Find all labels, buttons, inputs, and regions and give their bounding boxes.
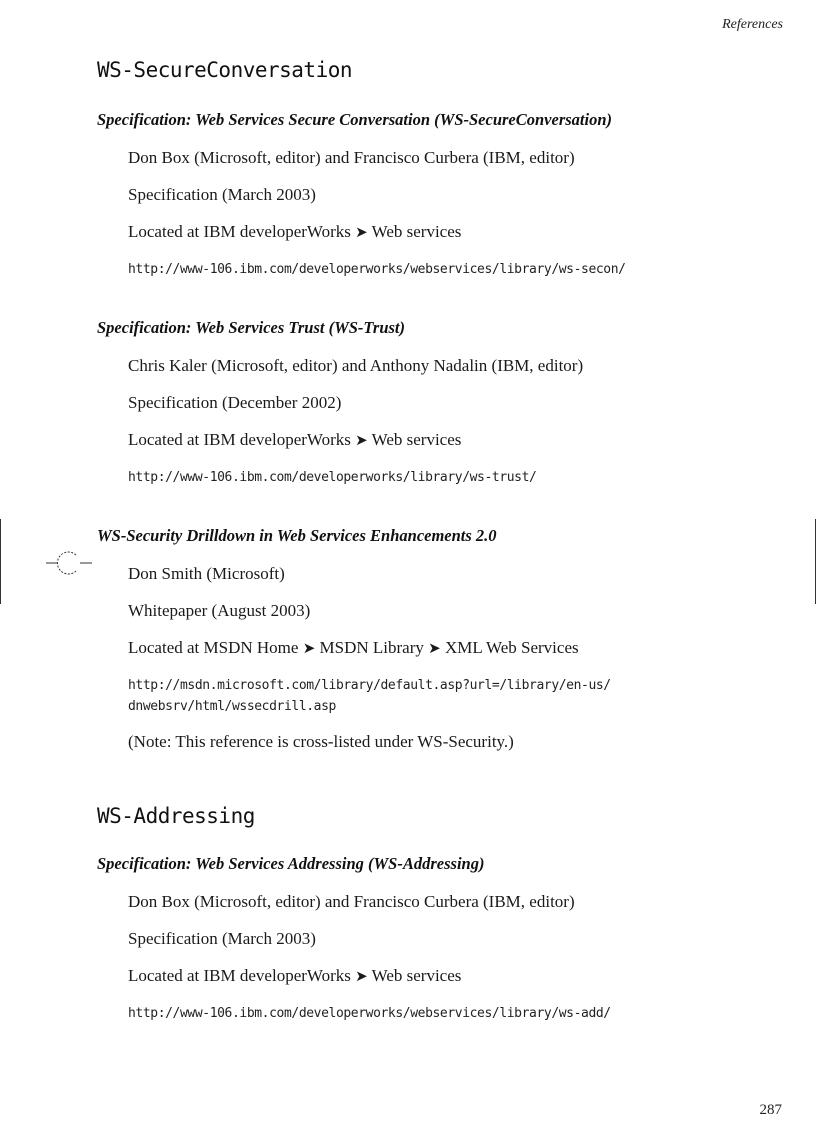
crop-mark-left: [0, 519, 1, 604]
entry-url-continued[interactable]: dnwebsrv/html/wssecdrill.asp: [128, 699, 336, 714]
entry-title: Specification: Web Services Secure Conversation (WS-SecureConversation): [97, 110, 612, 129]
entry-authors: Don Box (Microsoft, editor) and Francisco Curbera (IBM, editor): [128, 148, 575, 167]
entry-location: [128, 430, 787, 451]
entry-type: Whitepaper (August 2003): [128, 601, 311, 620]
page-number: 287: [759, 1102, 782, 1118]
location-path: XML Web Services: [444, 638, 579, 657]
entry-note: (Note: This reference is cross-listed under WS-Security.): [128, 732, 514, 751]
registration-mark-icon: [46, 550, 92, 576]
location-path: Web services: [371, 430, 462, 449]
location-path: MSDN Library: [319, 638, 424, 657]
entry-authors: Chris Kaler (Microsoft, editor) and Anthony Nadalin (IBM, editor): [128, 356, 584, 375]
reference-entry: [97, 110, 787, 280]
running-head: References: [722, 17, 783, 32]
entry-url[interactable]: http://www-106.ibm.com/developerworks/webservices/library/ws-secon/: [128, 262, 626, 277]
arrow-icon: ➤: [302, 641, 316, 657]
location-prefix: Located at IBM developerWorks: [128, 430, 351, 449]
entry-url[interactable]: http://msdn.microsoft.com/library/default.asp?url=/library/en-us/: [128, 678, 611, 693]
section-heading: WS-Addressing: [97, 804, 255, 828]
location-path: Web services: [371, 222, 462, 241]
entry-title: WS-Security Drilldown in Web Services Enhancements 2.0: [97, 526, 497, 545]
entry-title: Specification: Web Services Addressing (WS-Addressing): [97, 854, 485, 873]
arrow-icon: ➤: [428, 641, 441, 657]
location-prefix: Located at MSDN Home: [128, 638, 299, 657]
location-path: Web services: [371, 966, 462, 985]
entry-location: [128, 638, 787, 659]
entry-type: Specification (December 2002): [128, 393, 342, 412]
entry-location: [128, 966, 787, 987]
page-content: [97, 58, 787, 1024]
entry-authors: Don Box (Microsoft, editor) and Francisco Curbera (IBM, editor): [128, 892, 575, 911]
reference-entry: [97, 854, 787, 1024]
entry-url[interactable]: http://www-106.ibm.com/developerworks/webservices/library/ws-add/: [128, 1006, 611, 1021]
section-heading: WS-SecureConversation: [97, 58, 353, 82]
entry-title: Specification: Web Services Trust (WS-Trust): [97, 318, 405, 337]
reference-entry: [97, 526, 787, 752]
entry-url[interactable]: http://www-106.ibm.com/developerworks/library/ws-trust/: [128, 470, 537, 485]
entry-location: [128, 222, 787, 243]
location-prefix: Located at IBM developerWorks: [128, 966, 351, 985]
reference-entry: [97, 318, 787, 488]
arrow-icon: ➤: [355, 969, 368, 985]
entry-type: Specification (March 2003): [128, 185, 316, 204]
location-prefix: Located at IBM developerWorks: [128, 222, 351, 241]
arrow-icon: ➤: [355, 433, 368, 449]
arrow-icon: ➤: [355, 225, 368, 241]
entry-type: Specification (March 2003): [128, 929, 316, 948]
entry-authors: Don Smith (Microsoft): [128, 564, 285, 583]
